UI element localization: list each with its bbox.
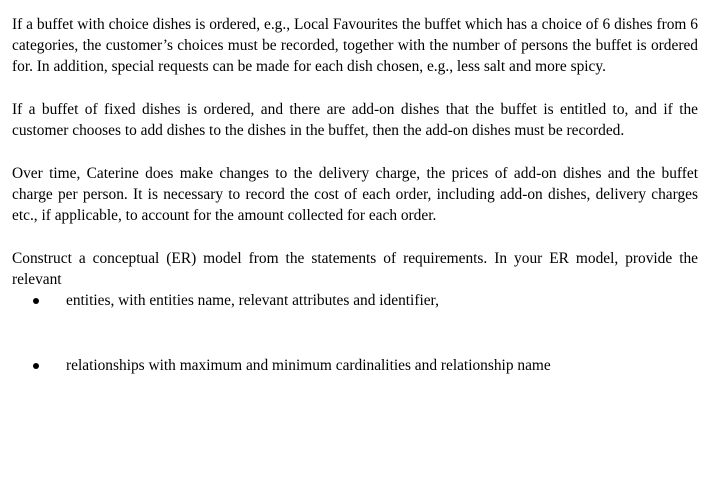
paragraph-fixed-dishes-add-ons: If a buffet of fixed dishes is ordered, and there are add-on dishes that the buffet is entitled to, and if the customer chooses to add dishes to the dishes in the buffet, then the add-on dishes must be recorded. <box>12 101 698 139</box>
paragraph-buffet-choice-dishes: If a buffet with choice dishes is ordered, e.g., Local Favourites the buffet which has a choice of 6 dishes from 6 categories, the customer’s choices must be recorded, together with the number of persons the buffet is ordered for. In addition, special requests can be made for each dish chosen, e.g., less salt and more spicy. <box>12 16 698 75</box>
bullet-text-entities: entities, with entities name, relevant attributes and identifier, <box>66 292 439 309</box>
bullet-text-relationships: relationships with maximum and minimum cardinalities and relationship name <box>66 357 551 374</box>
paragraph-charges-over-time: Over time, Caterine does make changes to the delivery charge, the prices of add-on dishes and the buffet charge per person. It is necessary to record the cost of each order, including add-on dishes, delivery charges etc., if applicable, to account for the amount collected for each order. <box>12 165 698 224</box>
bullet-dot-icon <box>33 298 39 304</box>
document-body <box>12 14 698 376</box>
bullet-item-entities <box>12 290 698 311</box>
bullet-dot-icon <box>33 363 39 369</box>
bullet-item-relationships <box>12 355 698 376</box>
paragraph-er-model-task: Construct a conceptual (ER) model from the statements of requirements. In your ER model, provide the relevant <box>12 250 698 288</box>
requirements-bullet-list <box>12 290 698 376</box>
